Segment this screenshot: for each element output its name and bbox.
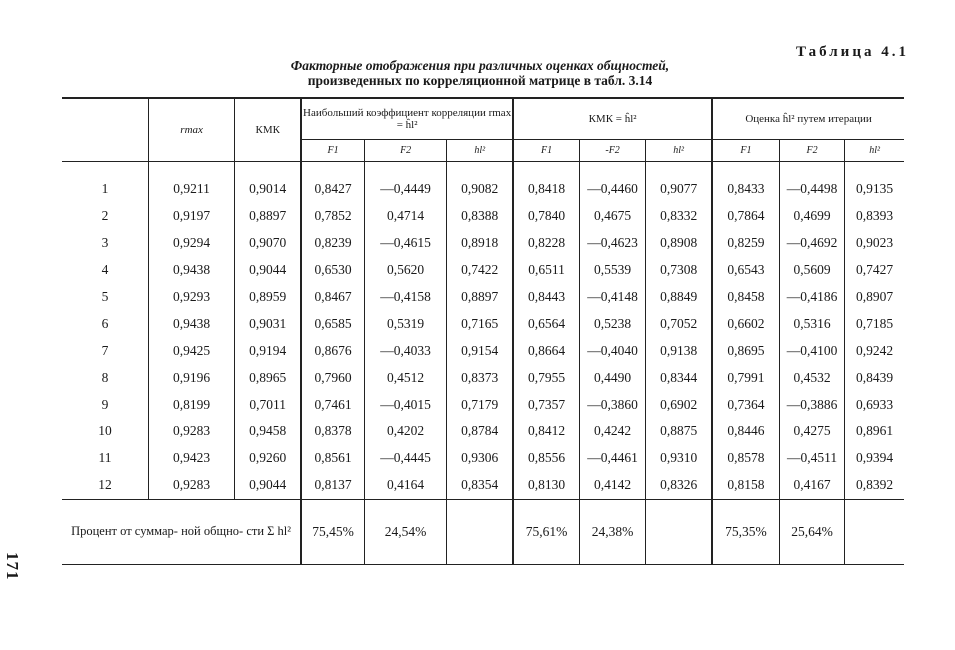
row-number: 1 <box>101 181 109 197</box>
table-cell: 0,4142 <box>579 472 645 499</box>
row-number: 11 <box>98 450 112 466</box>
table-cell: 0,9425 <box>148 337 234 364</box>
table-cell: —0,4158 <box>364 284 446 311</box>
subheader-f1: F1 <box>301 140 364 162</box>
table-title <box>250 58 710 88</box>
table-cell: 0,9014 <box>235 176 301 203</box>
table-cell: 0,4675 <box>579 203 645 230</box>
table-cell: 0,9423 <box>148 445 234 472</box>
table-cell: 0,9031 <box>235 310 301 337</box>
table-cell: 0,9044 <box>235 472 301 499</box>
table-cell: 0,9438 <box>148 257 234 284</box>
table-cell: 0,8137 <box>301 472 364 499</box>
table-row <box>62 472 904 499</box>
table-cell: 0,8354 <box>447 472 513 499</box>
table-cell: 0,8433 <box>712 176 779 203</box>
table-cell: 0,8239 <box>301 230 364 257</box>
table-title-line-2: произведенных по корреляционной матрице в табл. 3.14 <box>307 73 653 88</box>
table-cell: 0,8897 <box>447 284 513 311</box>
table-cell: 0,8578 <box>712 445 779 472</box>
table-cell: 0,9194 <box>235 337 301 364</box>
row-number: 5 <box>101 289 109 304</box>
table-cell: 0,6564 <box>513 310 579 337</box>
table-cell: —0,4511 <box>779 445 844 472</box>
table-row <box>62 337 904 364</box>
percent-empty <box>646 499 712 564</box>
table-cell: 0,7955 <box>513 364 579 391</box>
table-cell: 0,6511 <box>513 257 579 284</box>
percent-value: 25,64% <box>779 499 844 564</box>
table-cell: 0,8393 <box>845 203 904 230</box>
row-number: 3 <box>101 235 109 251</box>
table-cell: 0,9070 <box>235 230 301 257</box>
table-cell: —0,4186 <box>779 284 844 311</box>
table-cell: 0,7179 <box>447 391 513 418</box>
table-cell: 0,8412 <box>513 418 579 445</box>
table-row <box>62 445 904 472</box>
table-cell: 0,6902 <box>646 391 712 418</box>
table-cell: 0,7052 <box>646 310 712 337</box>
table-row <box>62 391 904 418</box>
table-cell: 0,9077 <box>646 176 712 203</box>
table-cell: 0,4532 <box>779 364 844 391</box>
table-cell: 0,8378 <box>301 418 364 445</box>
group-header-iteration: Оценка ĥl² путем итерации <box>712 98 904 140</box>
table-cell: 0,8326 <box>646 472 712 499</box>
subheader-f2: F2 <box>364 140 446 162</box>
row-number: 9 <box>101 396 109 412</box>
row-number: 6 <box>101 315 109 331</box>
table-cell: 0,6530 <box>301 257 364 284</box>
table-cell: 0,9310 <box>646 445 712 472</box>
table-cell: 0,7357 <box>513 391 579 418</box>
table-cell: —0,4445 <box>364 445 446 472</box>
table-cell: 0,8875 <box>646 418 712 445</box>
table-cell: 0,8392 <box>845 472 904 499</box>
subheader-h2: hl² <box>646 140 712 162</box>
table-cell: 0,7011 <box>235 391 301 418</box>
table-cell: 0,7960 <box>301 364 364 391</box>
table-cell: 0,4512 <box>364 364 446 391</box>
table-cell: 0,6602 <box>712 310 779 337</box>
table-cell: 0,8373 <box>447 364 513 391</box>
table-cell: 0,9138 <box>646 337 712 364</box>
table-row <box>62 310 904 337</box>
table-cell: 0,7364 <box>712 391 779 418</box>
table-row <box>62 364 904 391</box>
table-cell: 0,7165 <box>447 310 513 337</box>
table-cell: 0,8199 <box>148 391 234 418</box>
table-cell: 0,6933 <box>845 391 904 418</box>
percent-value: 24,54% <box>364 499 446 564</box>
row-number: 2 <box>101 208 109 224</box>
percent-row <box>62 499 904 564</box>
table-cell: 0,8961 <box>845 418 904 445</box>
table-cell: 0,8427 <box>301 176 364 203</box>
group-header-kmk: КМК = ĥl² <box>513 98 712 140</box>
table-cell: 0,9458 <box>235 418 301 445</box>
subheader-f1: F1 <box>513 140 579 162</box>
table-cell: —0,4015 <box>364 391 446 418</box>
table-cell: —0,4498 <box>779 176 844 203</box>
table-cell: 0,8443 <box>513 284 579 311</box>
table-cell: 0,9154 <box>447 337 513 364</box>
subheader-h2: hl² <box>447 140 513 162</box>
table-title-line-1: Факторные отображения при различных оценках общностей, <box>290 58 670 73</box>
percent-value: 75,61% <box>513 499 579 564</box>
row-number-header <box>62 98 148 162</box>
percent-value: 75,45% <box>301 499 364 564</box>
table-cell: —0,3886 <box>779 391 844 418</box>
table-cell: 0,9197 <box>148 203 234 230</box>
table-cell: —0,4100 <box>779 337 844 364</box>
table-cell: —0,4461 <box>579 445 645 472</box>
group-header-max-correlation: Наибольший коэффициент корреляции rmax = ĥl² <box>301 98 513 140</box>
table-cell: 0,7852 <box>301 203 364 230</box>
table-cell: 0,9293 <box>148 284 234 311</box>
table-cell: —0,3860 <box>579 391 645 418</box>
row-number: 4 <box>101 262 109 278</box>
table-cell: 0,5316 <box>779 310 844 337</box>
table-cell: 0,8897 <box>235 203 301 230</box>
table-cell: 0,7308 <box>646 257 712 284</box>
table-cell: 0,8918 <box>447 230 513 257</box>
table-cell: 0,9260 <box>235 445 301 472</box>
table-cell: 0,9394 <box>845 445 904 472</box>
rmax-header: rmax <box>148 98 234 162</box>
table-cell: 0,9044 <box>235 257 301 284</box>
table-cell: —0,4623 <box>579 230 645 257</box>
table-cell: 0,9196 <box>148 364 234 391</box>
table-row <box>62 203 904 230</box>
factor-loadings-table <box>62 97 904 565</box>
table-cell: 0,5319 <box>364 310 446 337</box>
table-cell: 0,8418 <box>513 176 579 203</box>
table-cell: 0,4164 <box>364 472 446 499</box>
table-row <box>62 257 904 284</box>
percent-empty <box>447 499 513 564</box>
table-cell: 0,6543 <box>712 257 779 284</box>
percent-empty <box>845 499 904 564</box>
table-cell: 0,9283 <box>148 472 234 499</box>
table-cell: —0,4040 <box>579 337 645 364</box>
table-cell: —0,4460 <box>579 176 645 203</box>
table-cell: 0,7461 <box>301 391 364 418</box>
table-cell: 0,9242 <box>845 337 904 364</box>
table-cell: 0,9211 <box>148 176 234 203</box>
table-cell: 0,8446 <box>712 418 779 445</box>
table-cell: 0,5539 <box>579 257 645 284</box>
table-cell: 0,8458 <box>712 284 779 311</box>
table-cell: 0,9438 <box>148 310 234 337</box>
table-cell: 0,9306 <box>447 445 513 472</box>
table-cell: 0,8388 <box>447 203 513 230</box>
table-cell: 0,7864 <box>712 203 779 230</box>
table-row <box>62 418 904 445</box>
percent-value: 24,38% <box>579 499 645 564</box>
table-cell: 0,4202 <box>364 418 446 445</box>
table-cell: 0,9294 <box>148 230 234 257</box>
table-cell: 0,7427 <box>845 257 904 284</box>
table-cell: 0,5238 <box>579 310 645 337</box>
table-cell: 0,4699 <box>779 203 844 230</box>
kmk-header: КМК <box>235 98 301 162</box>
row-number: 7 <box>101 342 109 358</box>
table-cell: 0,8467 <box>301 284 364 311</box>
percent-row-label: Процент от суммар- ной общно- сти Σ hl² <box>62 499 301 564</box>
table-row <box>62 230 904 257</box>
table-cell: 0,8259 <box>712 230 779 257</box>
table-cell: 0,7185 <box>845 310 904 337</box>
subheader-f2: -F2 <box>579 140 645 162</box>
table-cell: 0,8158 <box>712 472 779 499</box>
table-cell: 0,7840 <box>513 203 579 230</box>
table-cell: 0,6585 <box>301 310 364 337</box>
table-cell: 0,8130 <box>513 472 579 499</box>
table-cell: —0,4033 <box>364 337 446 364</box>
table-cell: 0,8849 <box>646 284 712 311</box>
table-cell: 0,8228 <box>513 230 579 257</box>
table-cell: 0,9082 <box>447 176 513 203</box>
table-row <box>62 176 904 203</box>
table-cell: 0,9135 <box>845 176 904 203</box>
row-number: 8 <box>101 369 109 385</box>
table-cell: 0,8676 <box>301 337 364 364</box>
table-row <box>62 284 904 311</box>
table-cell: 0,5609 <box>779 257 844 284</box>
table-cell: 0,8784 <box>447 418 513 445</box>
table-cell: 0,8332 <box>646 203 712 230</box>
table-cell: 0,9283 <box>148 418 234 445</box>
table-cell: —0,4449 <box>364 176 446 203</box>
subheader-f1: F1 <box>712 140 779 162</box>
row-number: 10 <box>98 423 112 439</box>
table-cell: 0,4490 <box>579 364 645 391</box>
table-cell: 0,8908 <box>646 230 712 257</box>
table-cell: 0,4242 <box>579 418 645 445</box>
table-cell: 0,8695 <box>712 337 779 364</box>
table-number-label: Таблица 4.1 <box>796 44 909 60</box>
table-cell: —0,4615 <box>364 230 446 257</box>
subheader-h2: hl² <box>845 140 904 162</box>
table-cell: 0,8556 <box>513 445 579 472</box>
table-cell: 0,7991 <box>712 364 779 391</box>
table-cell: 0,5620 <box>364 257 446 284</box>
table-cell: 0,8561 <box>301 445 364 472</box>
row-number: 12 <box>98 477 112 493</box>
table-cell: 0,7422 <box>447 257 513 284</box>
table-cell: 0,4275 <box>779 418 844 445</box>
subheader-f2: F2 <box>779 140 844 162</box>
table-cell: —0,4692 <box>779 230 844 257</box>
table-cell: 0,4167 <box>779 472 844 499</box>
table-cell: 0,8965 <box>235 364 301 391</box>
page-number: 171 <box>3 552 22 581</box>
table-cell: 0,9023 <box>845 230 904 257</box>
table-cell: 0,8907 <box>845 284 904 311</box>
table-cell: 0,8439 <box>845 364 904 391</box>
percent-value: 75,35% <box>712 499 779 564</box>
table-cell: —0,4148 <box>579 284 645 311</box>
table-cell: 0,8344 <box>646 364 712 391</box>
table-cell: 0,8959 <box>235 284 301 311</box>
table-cell: 0,8664 <box>513 337 579 364</box>
table-cell: 0,4714 <box>364 203 446 230</box>
